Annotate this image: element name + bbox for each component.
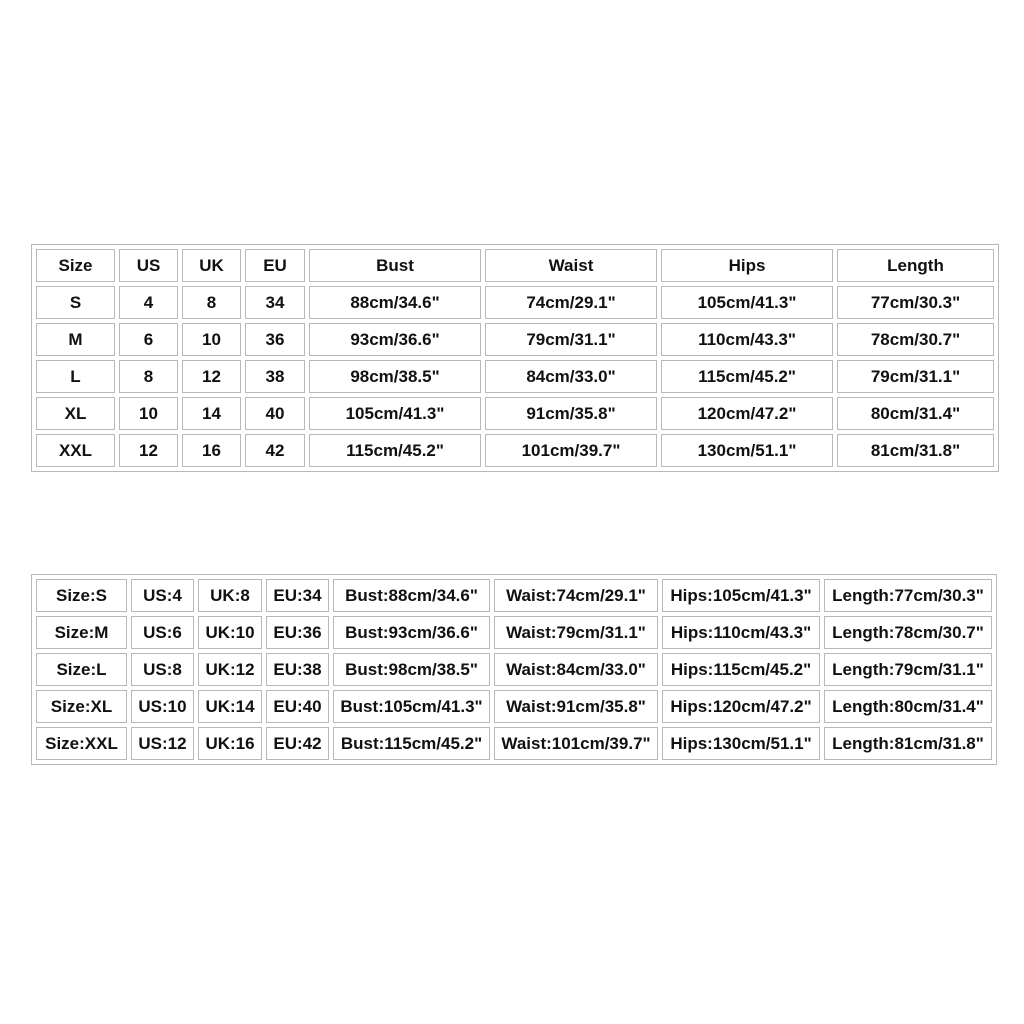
table-cell: 80cm/31.4" <box>837 397 994 430</box>
table-cell: Bust:88cm/34.6" <box>333 579 490 612</box>
table-cell: 79cm/31.1" <box>837 360 994 393</box>
table-cell: 12 <box>119 434 178 467</box>
table-cell: 74cm/29.1" <box>485 286 657 319</box>
table-cell: 40 <box>245 397 305 430</box>
table-cell: M <box>36 323 115 356</box>
table-cell: 14 <box>182 397 241 430</box>
table-cell: Size:XL <box>36 690 127 723</box>
table-cell: 77cm/30.3" <box>837 286 994 319</box>
table-row <box>36 360 994 393</box>
table-cell: S <box>36 286 115 319</box>
header-cell-uk: UK <box>182 249 241 282</box>
table-cell: 4 <box>119 286 178 319</box>
table-cell: 16 <box>182 434 241 467</box>
table-header-row <box>36 249 994 282</box>
table-cell: 120cm/47.2" <box>661 397 833 430</box>
size-chart-table <box>31 244 999 472</box>
table-cell: 81cm/31.8" <box>837 434 994 467</box>
table-cell: Hips:110cm/43.3" <box>662 616 820 649</box>
table-cell: Hips:120cm/47.2" <box>662 690 820 723</box>
table-row <box>36 397 994 430</box>
table-cell: US:12 <box>131 727 194 760</box>
table-cell: 38 <box>245 360 305 393</box>
table-cell: 91cm/35.8" <box>485 397 657 430</box>
table-row <box>36 727 992 760</box>
table-cell: US:8 <box>131 653 194 686</box>
table-cell: 115cm/45.2" <box>661 360 833 393</box>
table-cell: 84cm/33.0" <box>485 360 657 393</box>
table-cell: 12 <box>182 360 241 393</box>
table-cell: Bust:93cm/36.6" <box>333 616 490 649</box>
table-cell: 105cm/41.3" <box>309 397 481 430</box>
table-cell: EU:38 <box>266 653 329 686</box>
table-cell: UK:8 <box>198 579 262 612</box>
table-cell: Length:77cm/30.3" <box>824 579 992 612</box>
table-cell: Size:XXL <box>36 727 127 760</box>
table-cell: 36 <box>245 323 305 356</box>
header-cell-hips: Hips <box>661 249 833 282</box>
table-cell: Size:M <box>36 616 127 649</box>
table-cell: 6 <box>119 323 178 356</box>
header-cell-eu: EU <box>245 249 305 282</box>
table-cell: Length:80cm/31.4" <box>824 690 992 723</box>
table-cell: XL <box>36 397 115 430</box>
table-cell: EU:40 <box>266 690 329 723</box>
header-cell-length: Length <box>837 249 994 282</box>
table-cell: Size:L <box>36 653 127 686</box>
table-cell: 42 <box>245 434 305 467</box>
table-cell: Waist:91cm/35.8" <box>494 690 658 723</box>
table-cell: 79cm/31.1" <box>485 323 657 356</box>
header-cell-bust: Bust <box>309 249 481 282</box>
table-cell: UK:16 <box>198 727 262 760</box>
table-cell: Bust:115cm/45.2" <box>333 727 490 760</box>
table-cell: Waist:74cm/29.1" <box>494 579 658 612</box>
table-cell: EU:34 <box>266 579 329 612</box>
table-cell: Length:81cm/31.8" <box>824 727 992 760</box>
table-cell: Waist:79cm/31.1" <box>494 616 658 649</box>
table-cell: UK:10 <box>198 616 262 649</box>
table-cell: EU:42 <box>266 727 329 760</box>
table-cell: 98cm/38.5" <box>309 360 481 393</box>
table-cell: US:10 <box>131 690 194 723</box>
table-cell: 10 <box>182 323 241 356</box>
table-row <box>36 323 994 356</box>
table-cell: Hips:105cm/41.3" <box>662 579 820 612</box>
table-cell: Waist:84cm/33.0" <box>494 653 658 686</box>
table-cell: Bust:98cm/38.5" <box>333 653 490 686</box>
table-cell: Size:S <box>36 579 127 612</box>
table-cell: UK:12 <box>198 653 262 686</box>
table-cell: 10 <box>119 397 178 430</box>
table-cell: Length:78cm/30.7" <box>824 616 992 649</box>
table-cell: Hips:130cm/51.1" <box>662 727 820 760</box>
table-cell: 8 <box>182 286 241 319</box>
table-cell: 105cm/41.3" <box>661 286 833 319</box>
table-row <box>36 434 994 467</box>
table-cell: Waist:101cm/39.7" <box>494 727 658 760</box>
header-cell-size: Size <box>36 249 115 282</box>
table-row <box>36 616 992 649</box>
header-cell-waist: Waist <box>485 249 657 282</box>
table-cell: 78cm/30.7" <box>837 323 994 356</box>
size-chart-labeled-table <box>31 574 997 765</box>
table-cell: 115cm/45.2" <box>309 434 481 467</box>
table-cell: XXL <box>36 434 115 467</box>
table-cell: 93cm/36.6" <box>309 323 481 356</box>
table-cell: 101cm/39.7" <box>485 434 657 467</box>
table-row <box>36 579 992 612</box>
table-cell: 8 <box>119 360 178 393</box>
table-row <box>36 690 992 723</box>
table-cell: 110cm/43.3" <box>661 323 833 356</box>
table-cell: 34 <box>245 286 305 319</box>
table-cell: UK:14 <box>198 690 262 723</box>
table-row <box>36 653 992 686</box>
table-cell: Bust:105cm/41.3" <box>333 690 490 723</box>
table-cell: Hips:115cm/45.2" <box>662 653 820 686</box>
table-cell: US:4 <box>131 579 194 612</box>
table-cell: L <box>36 360 115 393</box>
table-cell: EU:36 <box>266 616 329 649</box>
header-cell-us: US <box>119 249 178 282</box>
table-cell: Length:79cm/31.1" <box>824 653 992 686</box>
table-cell: US:6 <box>131 616 194 649</box>
table-cell: 88cm/34.6" <box>309 286 481 319</box>
table-cell: 130cm/51.1" <box>661 434 833 467</box>
table-row <box>36 286 994 319</box>
